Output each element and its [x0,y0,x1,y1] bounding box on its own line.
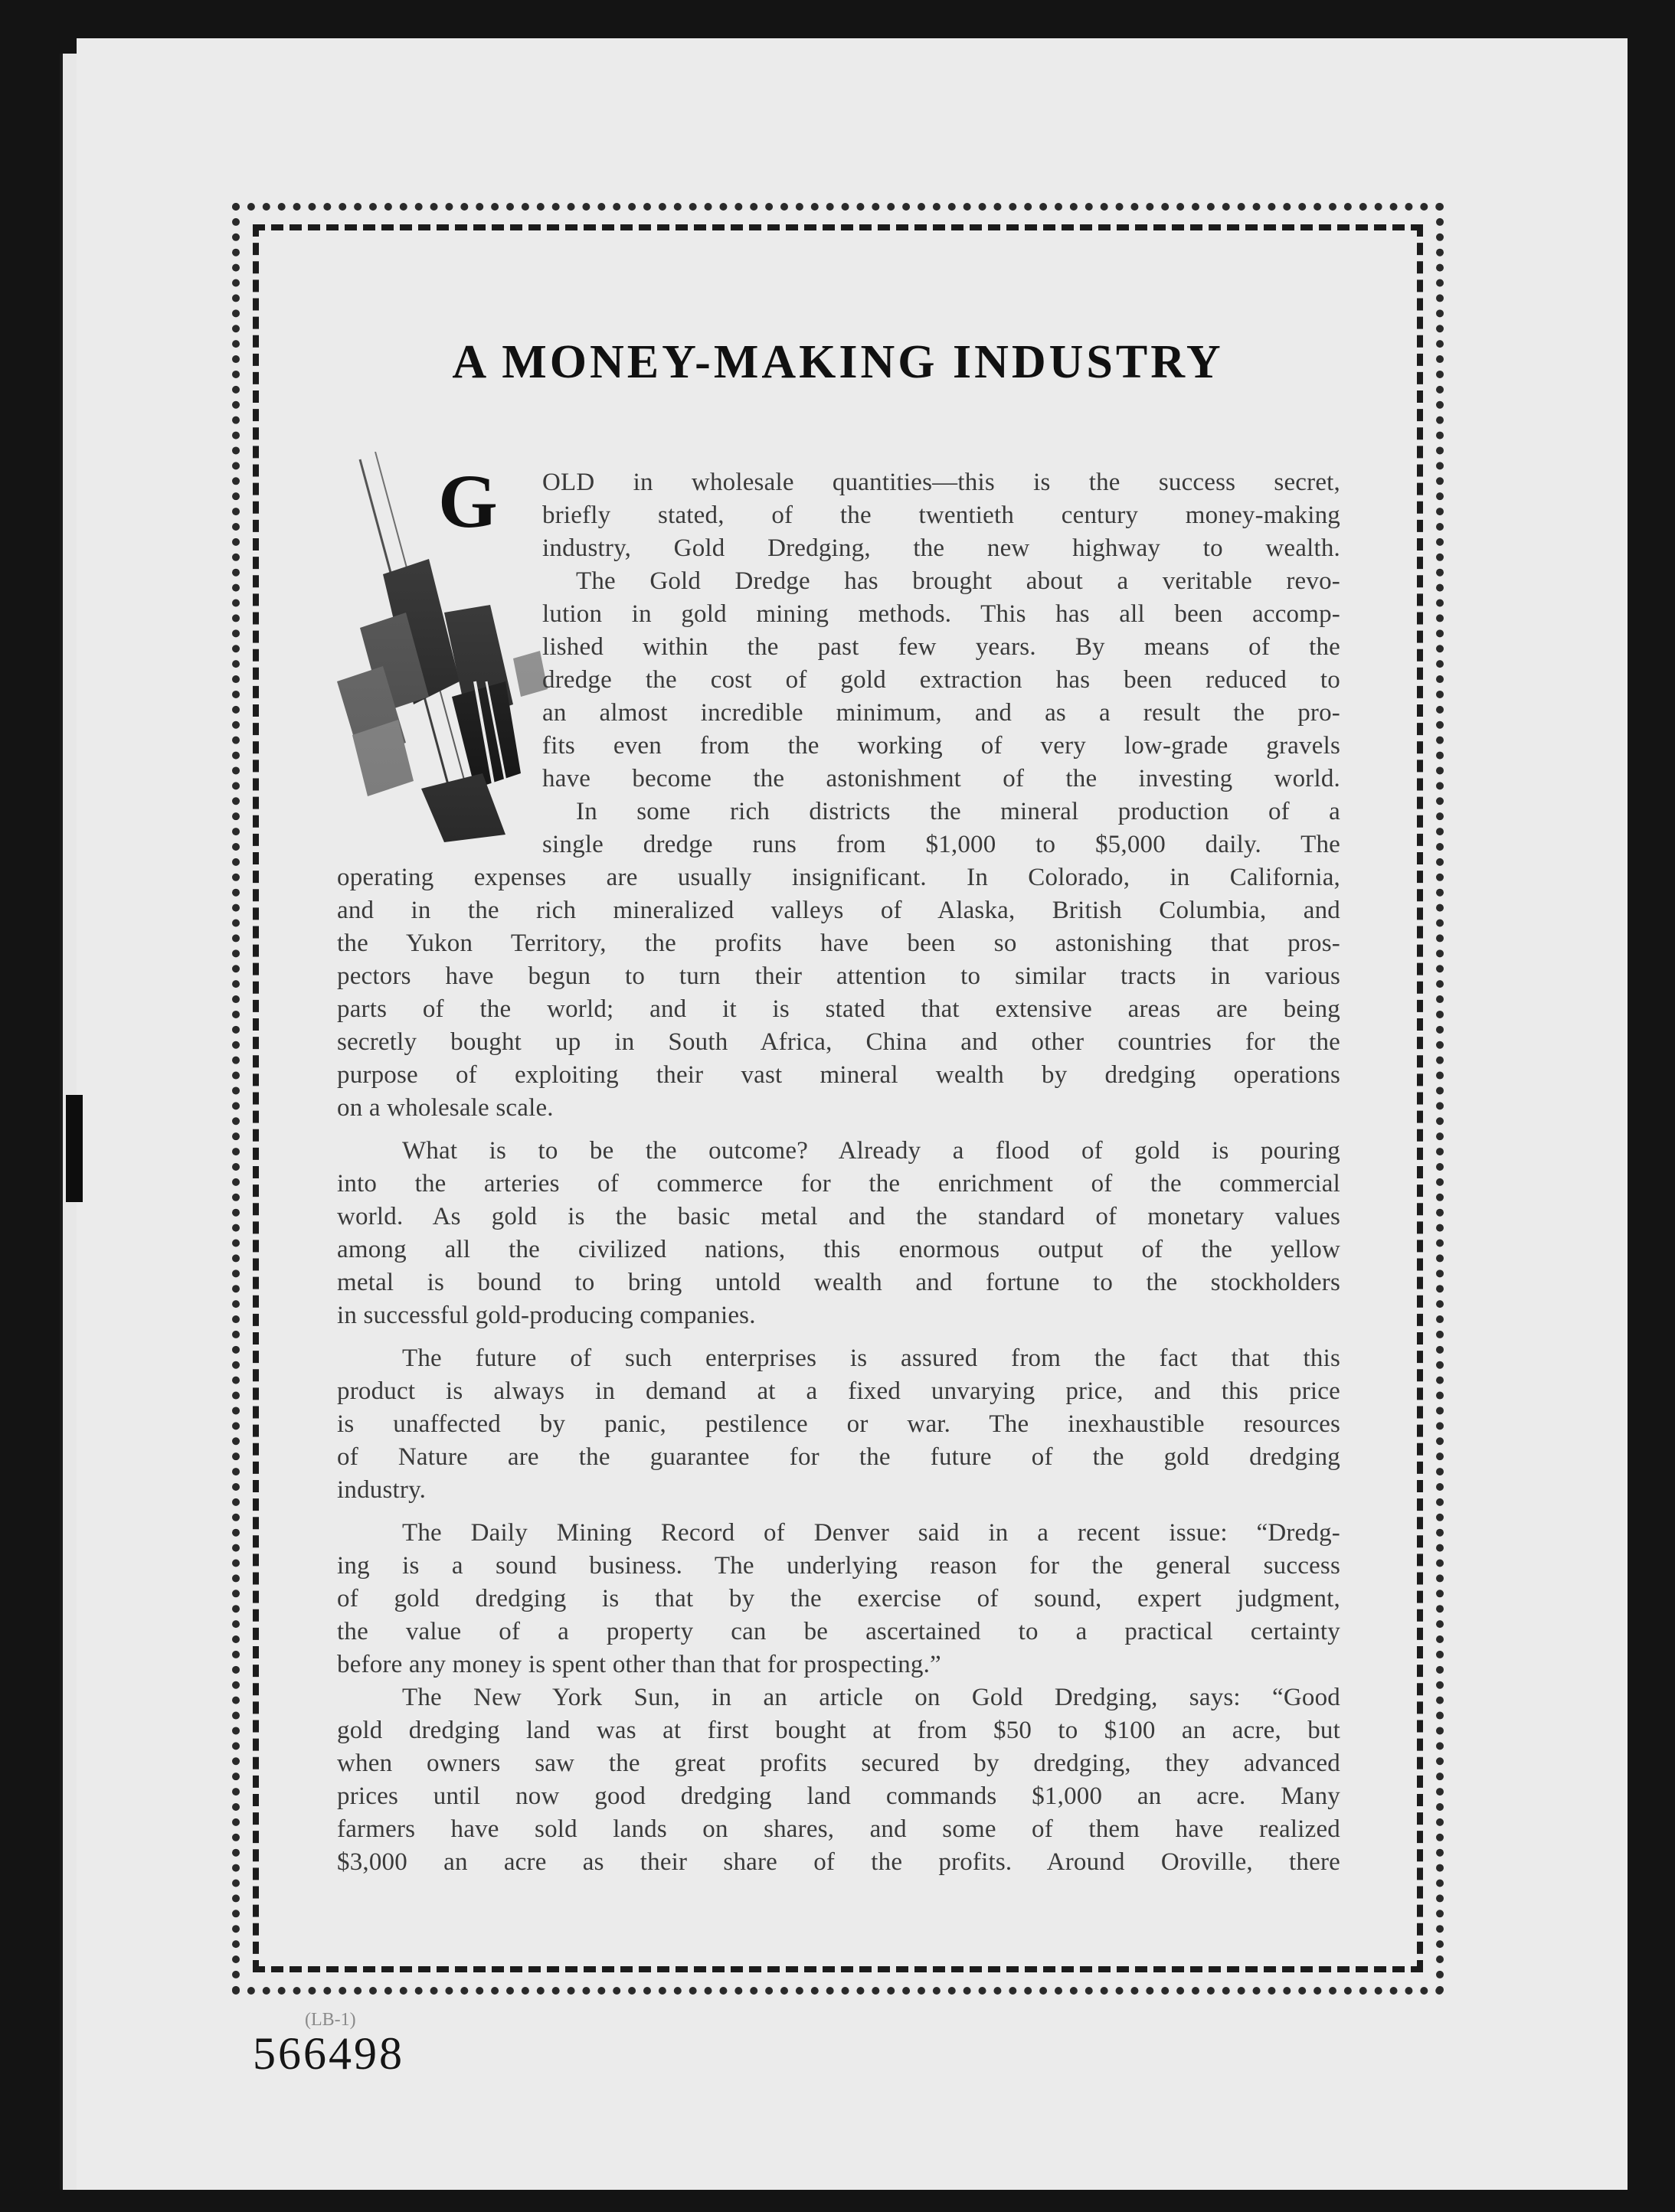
text-line: the Yukon Territory, the profits have been so astonishing that pros- [337,930,1340,957]
text-line: when owners saw the great profits secured by dredging, they advanced [337,1750,1340,1777]
text-line: among all the civilized nations, this enormous output of the yellow [337,1236,1340,1263]
text-line: In some rich districts the mineral production of a [576,798,1340,825]
text-line: have become the astonishment of the investing world. [542,765,1340,792]
text-line: dredge the cost of gold extraction has been reduced to [542,666,1340,694]
text-line: single dredge runs from $1,000 to $5,000 daily. The [542,831,1340,858]
text-line: $3,000 an acre as their share of the profits. Around Oroville, there [337,1848,1340,1876]
stamp-number: 566498 [253,2028,404,2079]
text-line: ing is a sound business. The underlying reason for the general success [337,1552,1340,1580]
text-line: gold dredging land was at first bought at from $50 to $100 an acre, but [337,1717,1340,1744]
text-line: world. As gold is the basic metal and the standard of monetary values [337,1203,1340,1230]
text-line: metal is bound to bring untold wealth and fortune to the stockholders [337,1269,1340,1296]
text-line: purpose of exploiting their vast mineral wealth by dredging operations [337,1061,1340,1089]
text-line: lished within the past few years. By means of the [542,633,1340,661]
text-line: product is always in demand at a fixed unvarying price, and this price [337,1377,1340,1405]
text-line: is unaffected by panic, pestilence or war. The inexhaustible resources [337,1410,1340,1438]
text-line: of Nature are the guarantee for the future of the gold dredging [337,1443,1340,1471]
footer-code: (LB-1) [305,2010,356,2030]
text-line: OLD in wholesale quantities—this is the success secret, [542,469,1340,496]
text-line: The future of such enterprises is assured from the fact that this [402,1345,1340,1372]
page-title: A MONEY-MAKING INDUSTRY [452,336,1224,388]
drop-cap: G [438,459,498,544]
text-line: prices until now good dredging land commands $1,000 an acre. Many [337,1782,1340,1810]
text-line: fits even from the working of very low-grade gravels [542,732,1340,760]
text-line: in successful gold-producing companies. [337,1302,756,1329]
text-line: of gold dredging is that by the exercise of sound, expert judgment, [337,1585,1340,1612]
text-line: industry. [337,1476,427,1504]
text-line: The Daily Mining Record of Denver said in a recent issue: “Dredg- [402,1519,1340,1547]
text-line: The Gold Dredge has brought about a veritable revo- [576,567,1340,595]
text-line: What is to be the outcome? Already a flood of gold is pouring [402,1137,1340,1165]
text-line: industry, Gold Dredging, the new highway to wealth. [542,534,1340,562]
text-line: operating expenses are usually insignificant. In Colorado, in California, [337,864,1340,891]
text-line: secretly bought up in South Africa, China and other countries for the [337,1028,1340,1056]
text-line: into the arteries of commerce for the enrichment of the commercial [337,1170,1340,1197]
text-line: pectors have begun to turn their attention to similar tracts in various [337,962,1340,990]
text-line: before any money is spent other than that for prospecting.” [337,1651,941,1678]
text-line: lution in gold mining methods. This has all been accomp- [542,600,1340,628]
text-line: briefly stated, of the twentieth century money-making [542,502,1340,529]
binding-mark [66,1095,83,1202]
text-line: The New York Sun, in an article on Gold Dredging, says: “Good [402,1684,1340,1711]
text-line: an almost incredible minimum, and as a result the pro- [542,699,1340,727]
text-line: on a wholesale scale. [337,1094,554,1122]
text-line: and in the rich mineralized valleys of Alaska, British Columbia, and [337,897,1340,924]
text-line: farmers have sold lands on shares, and some of them have realized [337,1815,1340,1843]
text-line: the value of a property can be ascertained to a practical certainty [337,1618,1340,1645]
text-line: parts of the world; and it is stated that extensive areas are being [337,995,1340,1023]
